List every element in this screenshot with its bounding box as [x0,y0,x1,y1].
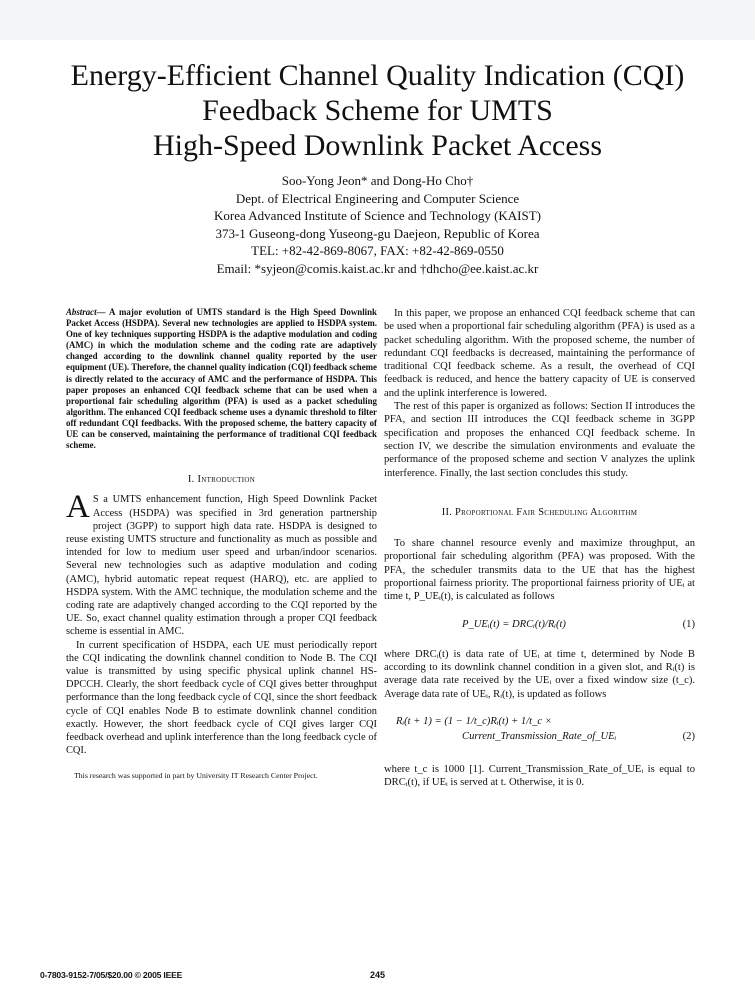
author-email: Email: *syjeon@comis.kaist.ac.kr and †dhcho@ee.kaist.ac.kr [216,260,539,276]
equation-1-body: P_UEᵢ(t) = DRCᵢ(t)/Rᵢ(t) [462,618,566,630]
copyright-footer: 0-7803-9152-7/05/$20.00 © 2005 IEEE [40,970,183,980]
equation-2-line-1: Rᵢ(t + 1) = (1 − 1/t_c)Rᵢ(t) + 1/t_c × [396,715,552,727]
author-names: Soo-Yong Jeon* and Dong-Ho Cho† [281,173,474,188]
title-line-1: Energy-Efficient Channel Quality Indication (CQI) [70,59,685,92]
top-band [0,0,755,40]
author-institute: Korea Advanced Institute of Science and Technology (KAIST) [214,208,541,223]
abstract [66,307,377,451]
section-heading-pfa [384,506,695,519]
section-title: Introduction [197,474,256,486]
intro-paragraph-2: In current specification of HSDPA, each UE must periodically report the CQI indicating the downlink channel condition to Node B. The CQI value is transmitted by using specific physical uplink channel HS-DPCCH. Clearly, the short feedback cycle of CQI gives better throughput performance than the long feedback cycle of CQI, since the short feedback cycle of CQI enables Node B to estimate downlink channel condition exactly. However, the short feedback cycle of CQI gives larger CQI feedback overhead and uplink interference than the long feedback cycle of CQI. [66,639,378,757]
pfa-paragraph-1: To share channel resource evenly and maximize throughput, an proportional fair scheduling algorithm (PFA) was proposed. With the PFA, the scheduler transmits data to the UE that has the highest proportional fairness priority. The proportional fairness priority of UEᵢ at time t, P_UEᵢ(t), is calculated as follows [384,538,695,603]
section-heading-introduction [66,473,377,486]
intro-paragraph-1 [66,489,377,638]
footnote: This research was supported in part by University IT Research Center Project. [74,771,318,781]
intro-paragraph-3: In this paper, we propose an enhanced CQI feedback scheme that can be used when a proportional fair scheduling algorithm (PFA) is used as a packet scheduling algorithm. With the proposed scheme, the number of redundant CQI feedbacks is decreased, maintaining the performance of traditional CQI feedback scheme. As a result, the overhead of CQI feedback is reduced, and hence the battery capacity of UE is conserved and the uplink interference is lowered. [384,308,695,399]
left-column [66,307,377,781]
section-numeral: II. [441,506,456,518]
paper-title [30,58,725,163]
pfa-paragraph-3: where t_c is 1000 [1]. Current_Transmission_Rate_of_UEᵢ is equal to DRCᵢ(t), if UEᵢ is served at t. Otherwise, it is 0. [384,763,695,789]
author-block [30,172,725,277]
page-number: 245 [370,970,386,980]
author-phone: TEL: +82-42-869-8067, FAX: +82-42-869-0550 [251,243,504,258]
author-address: 373-1 Guseong-dong Yuseong-gu Daejeon, Republic of Korea [215,225,540,241]
section-numeral: I. [187,474,198,486]
intro-paragraph-1-text: S a UMTS enhancement function, High Speed Downlink Packet Access (HSDPA) was specified in 3rd generation partnership project (3GPP) to support high data rate. HSDPA is designed to reuse existing UMTS structure and functionality as much as possible and intended for low to medium user speed and urban/indoor scenarios. Several new technologies such as adaptive modulation and coding (AMC), hybrid automatic repeat request (HARQ), etc. are applied to HSDPA system. With the AMC technique, the modulation scheme and the coding rate are adaptively changed according to the CQI reported by the UE. So, exact channel quality estimation through a proper CQI feedback scheme is essential in AMC. [66,494,377,638]
drop-cap: A [66,489,90,526]
equation-2 [384,715,695,745]
equation-1-number: (1) [682,618,695,630]
abstract-label: Abstract— [66,307,106,317]
author-department: Dept. of Electrical Engineering and Computer Science [235,190,520,206]
abstract-text: A major evolution of UMTS standard is the High Speed Downlink Packet Access (HSDPA). Several new technologies are applied to HSDPA system. One of key techniques supporting HSDPA is the adaptive modulation and coding (AMC) in which the modulation scheme and the coding rate are adaptively changed according to the downlink channel quality reported by the user equipment (UE). Therefore, the channel quality indication (CQI) feedback scheme is directly related to the accuracy of AMC and the performance of HSDPA. This paper proposes an enhanced CQI feedback scheme that can be used when a proportional fair scheduling algorithm (PFA) is used as a packet scheduling algorithm. The enhanced CQI feedback scheme uses a dynamic threshold to filter off redundant CQI feedbacks. With the proposed scheme, the battery capacity of UE can be conserved, maintaining the performance of traditional CQI feedback scheme. [66,307,377,451]
equation-1 [384,618,695,632]
intro-paragraph-4: The rest of this paper is organized as follows: Section II introduces the PFA, and section III introduces the CQI feedback scheme in 3GPP specification and proposes the enhanced CQI feedback scheme. In section IV, we describe the simulation environments and evaluate the performance of the proposed scheme and section V analyzes the uplink interference. Finally, the last section concludes this study. [384,401,695,479]
pfa-paragraph-2: where DRCᵢ(t) is data rate of UEᵢ at time t, determined by Node B according to its downlink channel condition in a given slot, and Rᵢ(t) is average data rate received by the UEᵢ over a fixed window size (t_c). Average data rate of UEᵢ, Rᵢ(t), is updated as follows [384,648,695,700]
equation-2-line-2: Current_Transmission_Rate_of_UEᵢ [462,730,617,742]
equation-2-number: (2) [682,730,695,742]
title-line-3: High-Speed Downlink Packet Access [152,129,603,162]
title-line-2: Feedback Scheme for UMTS [202,94,553,127]
right-column [384,307,695,789]
section-title: Proportional Fair Scheduling Algorithm [455,506,638,518]
